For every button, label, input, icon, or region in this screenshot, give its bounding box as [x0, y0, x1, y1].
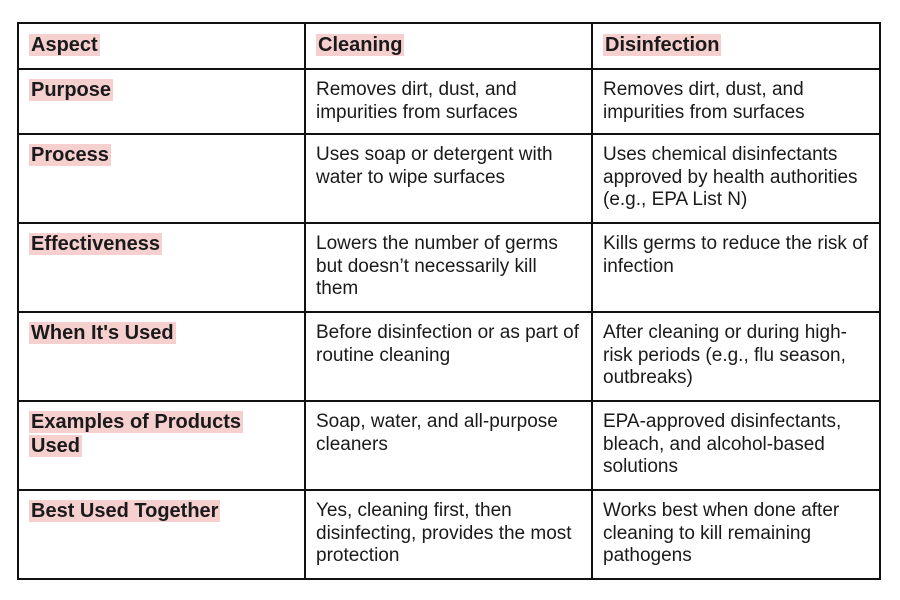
header-label-disinfection: Disinfection — [605, 34, 720, 56]
disinfection-cell: Works best when done after cleaning to kill remaining pathogens — [592, 490, 880, 579]
cleaning-cell: Before disinfection or as part of routine cleaning — [305, 312, 592, 401]
table-row — [18, 312, 880, 401]
header-label-aspect: Aspect — [31, 34, 98, 56]
aspect-label: Purpose — [31, 79, 112, 101]
comparison-table-container — [17, 22, 879, 580]
cleaning-cell: Removes dirt, dust, and impurities from surfaces — [305, 69, 592, 134]
aspect-label: Effectiveness — [31, 233, 160, 255]
cleaning-vs-disinfection-table — [17, 22, 881, 580]
table-row — [18, 134, 880, 223]
table-row — [18, 401, 880, 490]
disinfection-cell: After cleaning or during high-risk periods (e.g., flu season, outbreaks) — [592, 312, 880, 401]
cleaning-cell: Uses soap or detergent with water to wipe surfaces — [305, 134, 592, 223]
table-row — [18, 490, 880, 579]
header-cell-disinfection — [592, 23, 880, 69]
aspect-label: Process — [31, 144, 109, 166]
cleaning-cell: Soap, water, and all-purpose cleaners — [305, 401, 592, 490]
disinfection-cell: Removes dirt, dust, and impurities from surfaces — [592, 69, 880, 134]
aspect-cell — [18, 312, 305, 401]
aspect-cell — [18, 490, 305, 579]
disinfection-cell: EPA-approved disinfectants, bleach, and alcohol-based solutions — [592, 401, 880, 490]
disinfection-cell: Kills germs to reduce the risk of infection — [592, 223, 880, 312]
table-row — [18, 223, 880, 312]
table-row — [18, 69, 880, 134]
header-label-cleaning: Cleaning — [318, 34, 403, 56]
aspect-label: Examples of Products Used — [31, 411, 242, 457]
aspect-cell — [18, 401, 305, 490]
cleaning-cell: Yes, cleaning first, then disinfecting, provides the most protection — [305, 490, 592, 579]
header-cell-cleaning — [305, 23, 592, 69]
aspect-cell — [18, 134, 305, 223]
header-row — [18, 23, 880, 69]
cleaning-cell: Lowers the number of germs but doesn’t necessarily kill them — [305, 223, 592, 312]
aspect-cell — [18, 69, 305, 134]
aspect-label: When It's Used — [31, 322, 174, 344]
aspect-cell — [18, 223, 305, 312]
aspect-label: Best Used Together — [31, 500, 219, 522]
header-cell-aspect — [18, 23, 305, 69]
disinfection-cell: Uses chemical disinfectants approved by health authorities (e.g., EPA List N) — [592, 134, 880, 223]
